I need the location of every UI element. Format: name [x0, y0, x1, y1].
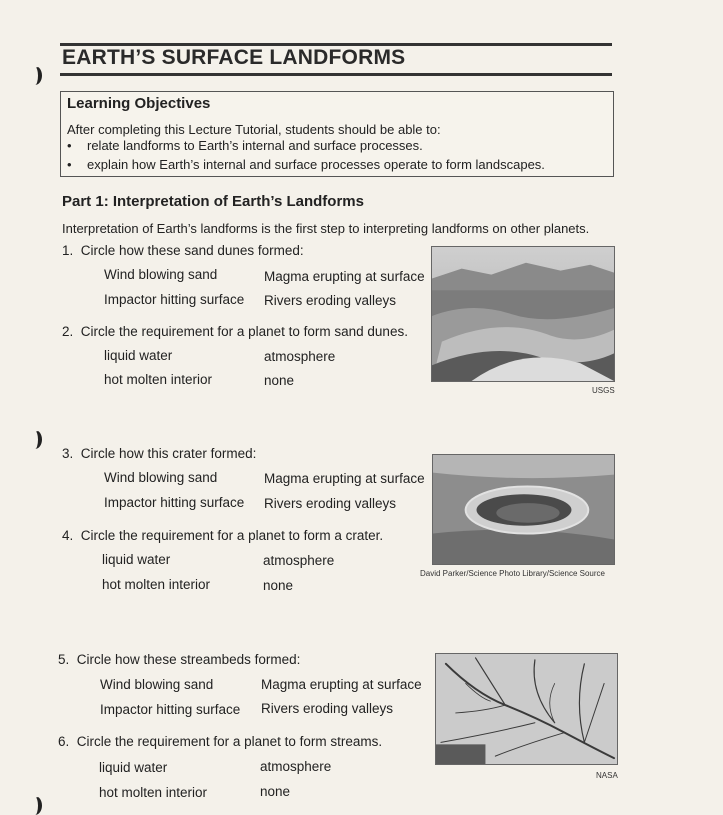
question-1: 1. Circle how these sand dunes formed: — [62, 243, 304, 258]
answer-option[interactable]: none — [264, 373, 295, 388]
learning-objectives-box — [60, 91, 614, 177]
photo-credit: NASA — [596, 771, 618, 780]
answer-option[interactable]: atmosphere — [263, 553, 335, 568]
answer-option[interactable]: none — [260, 784, 291, 799]
page-title: EARTH’S SURFACE LANDFORMS — [62, 46, 406, 69]
binder-hole-mark — [28, 66, 42, 85]
answer-option[interactable]: liquid water — [102, 552, 171, 567]
photo-credit: David Parker/Science Photo Library/Science Source — [420, 569, 605, 578]
answer-option[interactable]: hot molten interior — [104, 372, 213, 387]
binder-hole-mark — [28, 430, 42, 449]
question-4: 4. Circle the requirement for a planet to form a crater. — [62, 528, 384, 543]
answer-option[interactable]: Magma erupting at surface — [261, 677, 422, 692]
bullet-icon: • — [67, 157, 72, 172]
answer-option[interactable]: Magma erupting at surface — [264, 269, 425, 284]
question-2: 2. Circle the requirement for a planet to form sand dunes. — [62, 324, 408, 339]
answer-option[interactable]: hot molten interior — [102, 577, 211, 592]
photo-credit: USGS — [592, 386, 615, 395]
streambeds-photo — [435, 653, 618, 765]
objective-bullet: • relate landforms to Earth’s internal and surface processes. — [67, 138, 423, 153]
question-6: 6. Circle the requirement for a planet to form streams. — [58, 734, 383, 749]
answer-option[interactable]: Impactor hitting surface — [104, 495, 245, 510]
answer-option[interactable]: liquid water — [99, 760, 168, 775]
answer-option[interactable]: Impactor hitting surface — [104, 292, 245, 307]
answer-option[interactable]: Impactor hitting surface — [100, 702, 241, 717]
binder-hole-mark — [28, 796, 42, 815]
answer-option[interactable]: hot molten interior — [99, 785, 208, 800]
answer-option[interactable]: Wind blowing sand — [104, 267, 218, 282]
answer-option[interactable]: Wind blowing sand — [104, 470, 218, 485]
answer-option[interactable]: Rivers eroding valleys — [264, 293, 397, 308]
answer-option[interactable]: liquid water — [104, 348, 173, 363]
answer-option[interactable]: Magma erupting at surface — [264, 471, 425, 486]
answer-option[interactable]: Rivers eroding valleys — [261, 701, 394, 716]
part1-intro: Interpretation of Earth’s landforms is the first step to interpreting landforms on other planets. — [62, 221, 590, 236]
bullet-icon: • — [67, 138, 72, 153]
sand-dunes-photo — [431, 246, 615, 382]
objectives-heading: Learning Objectives — [67, 95, 211, 112]
answer-option[interactable]: Wind blowing sand — [100, 677, 214, 692]
objective-bullet: • explain how Earth’s internal and surface processes operate to form landscapes. — [67, 157, 545, 172]
answer-option[interactable]: atmosphere — [260, 759, 332, 774]
question-3: 3. Circle how this crater formed: — [62, 446, 257, 461]
answer-option[interactable]: Rivers eroding valleys — [264, 496, 397, 511]
answer-option[interactable]: none — [263, 578, 294, 593]
answer-option[interactable]: atmosphere — [264, 349, 336, 364]
question-5: 5. Circle how these streambeds formed: — [58, 652, 301, 667]
part1-heading: Part 1: Interpretation of Earth’s Landforms — [62, 193, 364, 210]
impact-crater-photo — [432, 454, 615, 565]
objectives-intro: After completing this Lecture Tutorial, students should be able to: — [67, 122, 441, 137]
title-underline — [60, 73, 612, 76]
